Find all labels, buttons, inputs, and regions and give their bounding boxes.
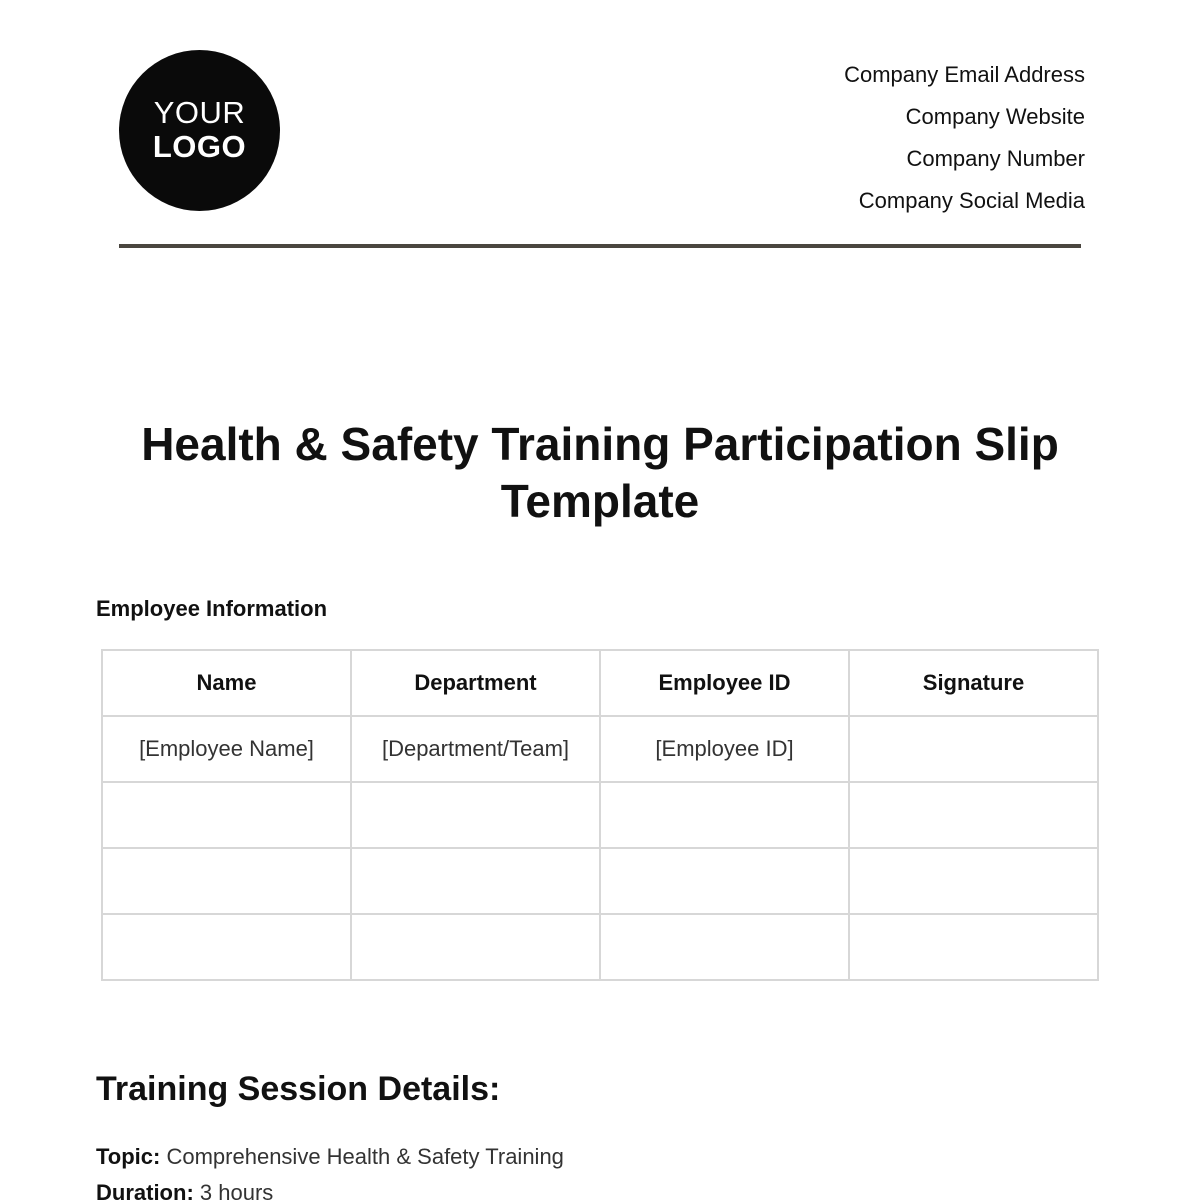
employee-information-label: Employee Information <box>96 596 328 621</box>
cell-department[interactable] <box>351 848 600 914</box>
cell-employee-id[interactable] <box>600 848 849 914</box>
training-session-details-heading: Training Session Details: <box>96 1070 501 1108</box>
column-header-name: Name <box>102 650 351 716</box>
cell-signature[interactable] <box>849 848 1098 914</box>
duration-label: Duration: <box>96 1180 194 1200</box>
table-row <box>102 716 1098 782</box>
company-contact-block <box>844 54 1085 222</box>
company-social-media: Company Social Media <box>858 188 1085 213</box>
column-header-department: Department <box>351 650 600 716</box>
company-logo <box>119 50 280 211</box>
table-header-row <box>102 650 1098 716</box>
training-duration <box>96 1180 273 1200</box>
employee-information-table <box>101 649 1099 981</box>
cell-employee-id[interactable] <box>600 914 849 980</box>
company-website: Company Website <box>905 104 1085 129</box>
cell-signature[interactable] <box>849 782 1098 848</box>
table-row <box>102 848 1098 914</box>
logo-text-logo: LOGO <box>152 128 247 164</box>
cell-signature[interactable] <box>849 716 1098 782</box>
header-divider <box>119 244 1081 248</box>
cell-department[interactable]: [Department/Team] <box>351 716 600 782</box>
cell-employee-id[interactable]: [Employee ID] <box>600 716 849 782</box>
cell-department[interactable] <box>351 914 600 980</box>
company-number: Company Number <box>906 146 1085 171</box>
cell-signature[interactable] <box>849 914 1098 980</box>
training-topic <box>96 1144 564 1170</box>
logo-text-your: YOUR <box>153 94 246 130</box>
table-row <box>102 782 1098 848</box>
cell-employee-name[interactable] <box>102 914 351 980</box>
topic-label: Topic: <box>96 1144 161 1169</box>
cell-employee-name[interactable] <box>102 848 351 914</box>
cell-department[interactable] <box>351 782 600 848</box>
topic-value: Comprehensive Health & Safety Training <box>166 1144 564 1169</box>
company-email: Company Email Address <box>844 62 1085 87</box>
table-row <box>102 914 1098 980</box>
document-title: Health & Safety Training Participation Slip Template <box>141 418 1059 527</box>
cell-employee-name[interactable] <box>102 782 351 848</box>
column-header-signature: Signature <box>849 650 1098 716</box>
column-header-employee-id: Employee ID <box>600 650 849 716</box>
cell-employee-name[interactable]: [Employee Name] <box>102 716 351 782</box>
duration-value: 3 hours <box>199 1180 274 1200</box>
cell-employee-id[interactable] <box>600 782 849 848</box>
